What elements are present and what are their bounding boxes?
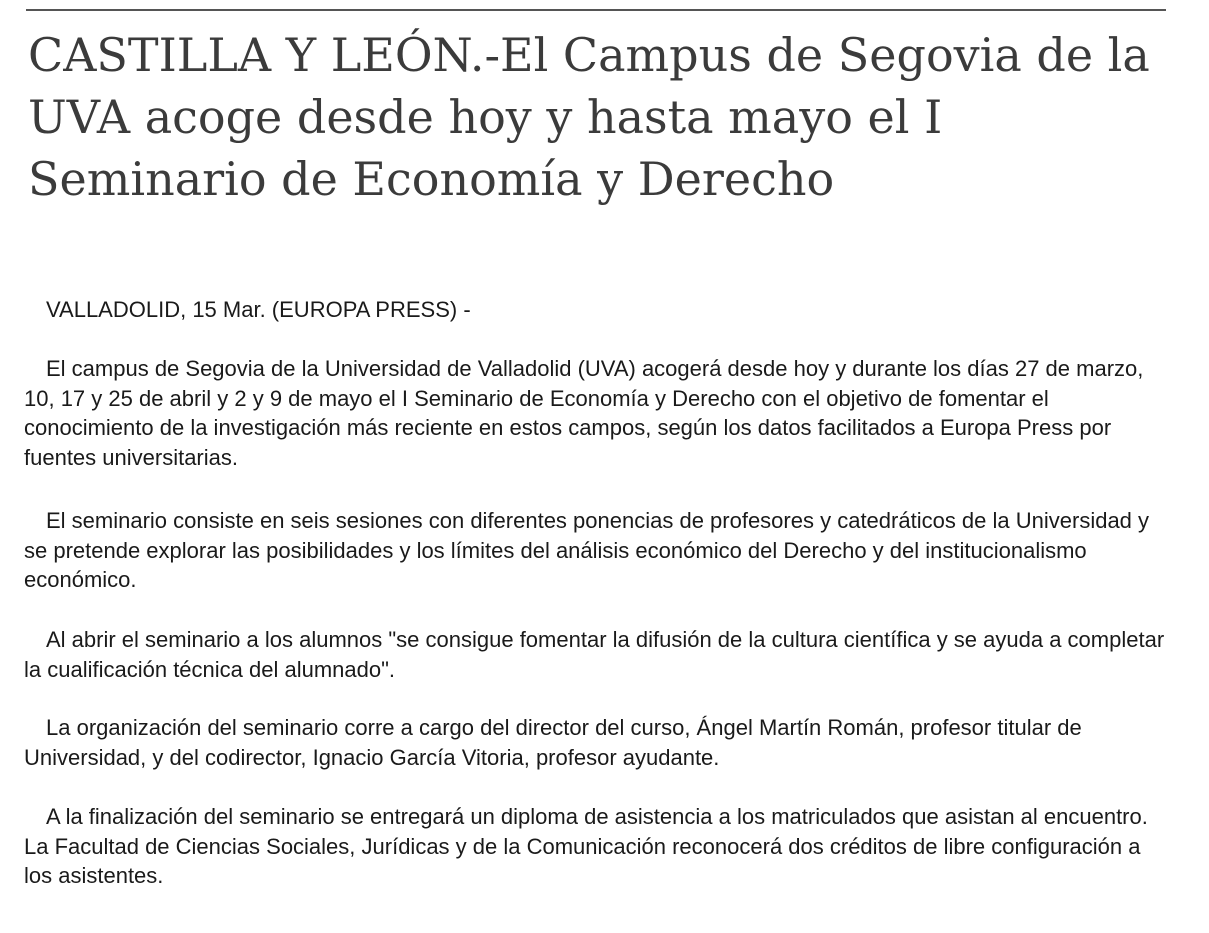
article-paragraph-1: El campus de Segovia de la Universidad de Valladolid (UVA) acogerá desde hoy y durante los días 27 de marzo, 10, 17 y 25 de abril y 2 y 9 de mayo el I Seminario de Economía y Derecho con el objetivo de fomentar el conocimiento de la investigación más reciente en estos campos, según los datos facilitados a Europa Press por fuentes universitarias.: [24, 356, 1144, 470]
article-paragraph-2: El seminario consiste en seis sesiones con diferentes ponencias de profesores y catedráticos de la Universidad y se pretende explorar las posibilidades y los límites del análisis económico del Derecho y del institucionalismo económico.: [24, 508, 1150, 592]
article-paragraph-3: Al abrir el seminario a los alumnos "se consigue fomentar la difusión de la cultura científica y se ayuda a completar la cualificación técnica del alumnado".: [24, 627, 1165, 682]
article-paragraph-4: La organización del seminario corre a cargo del director del curso, Ángel Martín Román, profesor titular de Universidad, y del codirector, Ignacio García Vitoria, profesor ayudante.: [24, 715, 1082, 770]
article-headline: CASTILLA Y LEÓN.-El Campus de Segovia de la UVA acoge desde hoy y hasta mayo el I Seminario de Economía y Derecho: [28, 28, 1150, 206]
article-dateline: VALLADOLID, 15 Mar. (EUROPA PRESS) -: [46, 297, 471, 322]
top-rule: [26, 9, 1166, 11]
article-paragraph-5: A la finalización del seminario se entregará un diploma de asistencia a los matriculados que asistan al encuentro. La Facultad de Ciencias Sociales, Jurídicas y de la Comunicación reconocerá dos créditos de libre configuración a los asistentes.: [24, 804, 1148, 888]
